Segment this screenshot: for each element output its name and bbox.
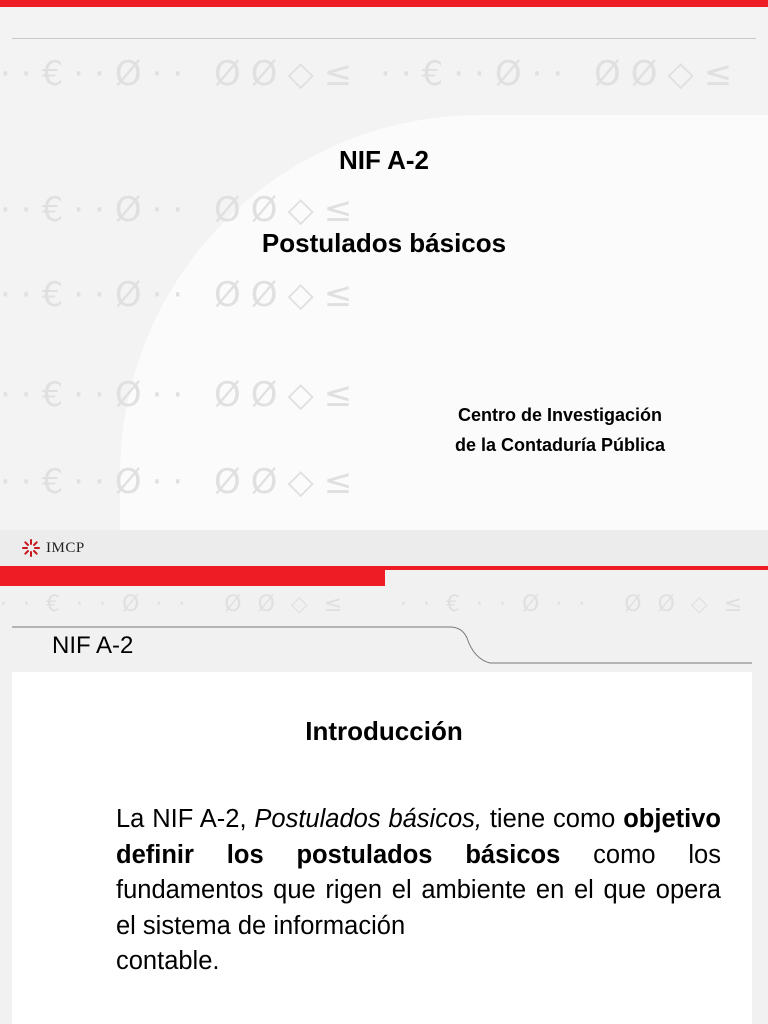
background-pattern: ··€··Ø·· ØØ◇≤ (0, 54, 363, 94)
slide-title: NIF A-2 (338, 145, 430, 175)
content-slide (0, 566, 768, 1024)
top-accent-bar (0, 0, 768, 7)
accent-tab-bar (0, 566, 385, 586)
org-line-1: Centro de Investigación (457, 405, 663, 425)
slide-subtitle: Postulados básicos (261, 228, 507, 258)
background-pattern: ··€··Ø·· ØØ◇≤ (0, 190, 363, 230)
footer-band (0, 530, 768, 566)
section-title: Introducción (305, 716, 463, 746)
slide-header-title: NIF A-2 (52, 632, 134, 659)
org-line-2: de la Contaduría Pública (454, 435, 666, 455)
body-paragraph (116, 802, 721, 980)
para-text: La NIF A-2, (116, 805, 255, 833)
imcp-logo (22, 539, 85, 557)
background-pattern: ··€··Ø·· ØØ◇≤ (0, 462, 363, 502)
top-divider (12, 38, 756, 39)
background-pattern: ··€··Ø·· ØØ◇≤ (380, 54, 743, 94)
background-pattern: ··€··Ø·· ØØ◇≤ (0, 375, 363, 415)
para-text: como los fundamentos que rigen el ambiente en el que opera el sistema de información (116, 840, 721, 940)
background-pattern: ··€··Ø·· ØØ◇≤ (400, 592, 759, 617)
para-bold: objetivo definir los postulados básicos (116, 805, 721, 869)
organization-name (420, 400, 700, 460)
background-pattern: ··€··Ø·· ØØ◇≤ (0, 592, 359, 617)
imcp-star-icon (22, 539, 40, 557)
logo-text: IMCP (46, 539, 85, 556)
para-italic: Postulados básicos, (254, 805, 482, 833)
para-text: tiene como (481, 805, 624, 833)
para-last-line: contable. (116, 947, 220, 975)
background-pattern: ··€··Ø·· ØØ◇≤ (0, 275, 363, 315)
